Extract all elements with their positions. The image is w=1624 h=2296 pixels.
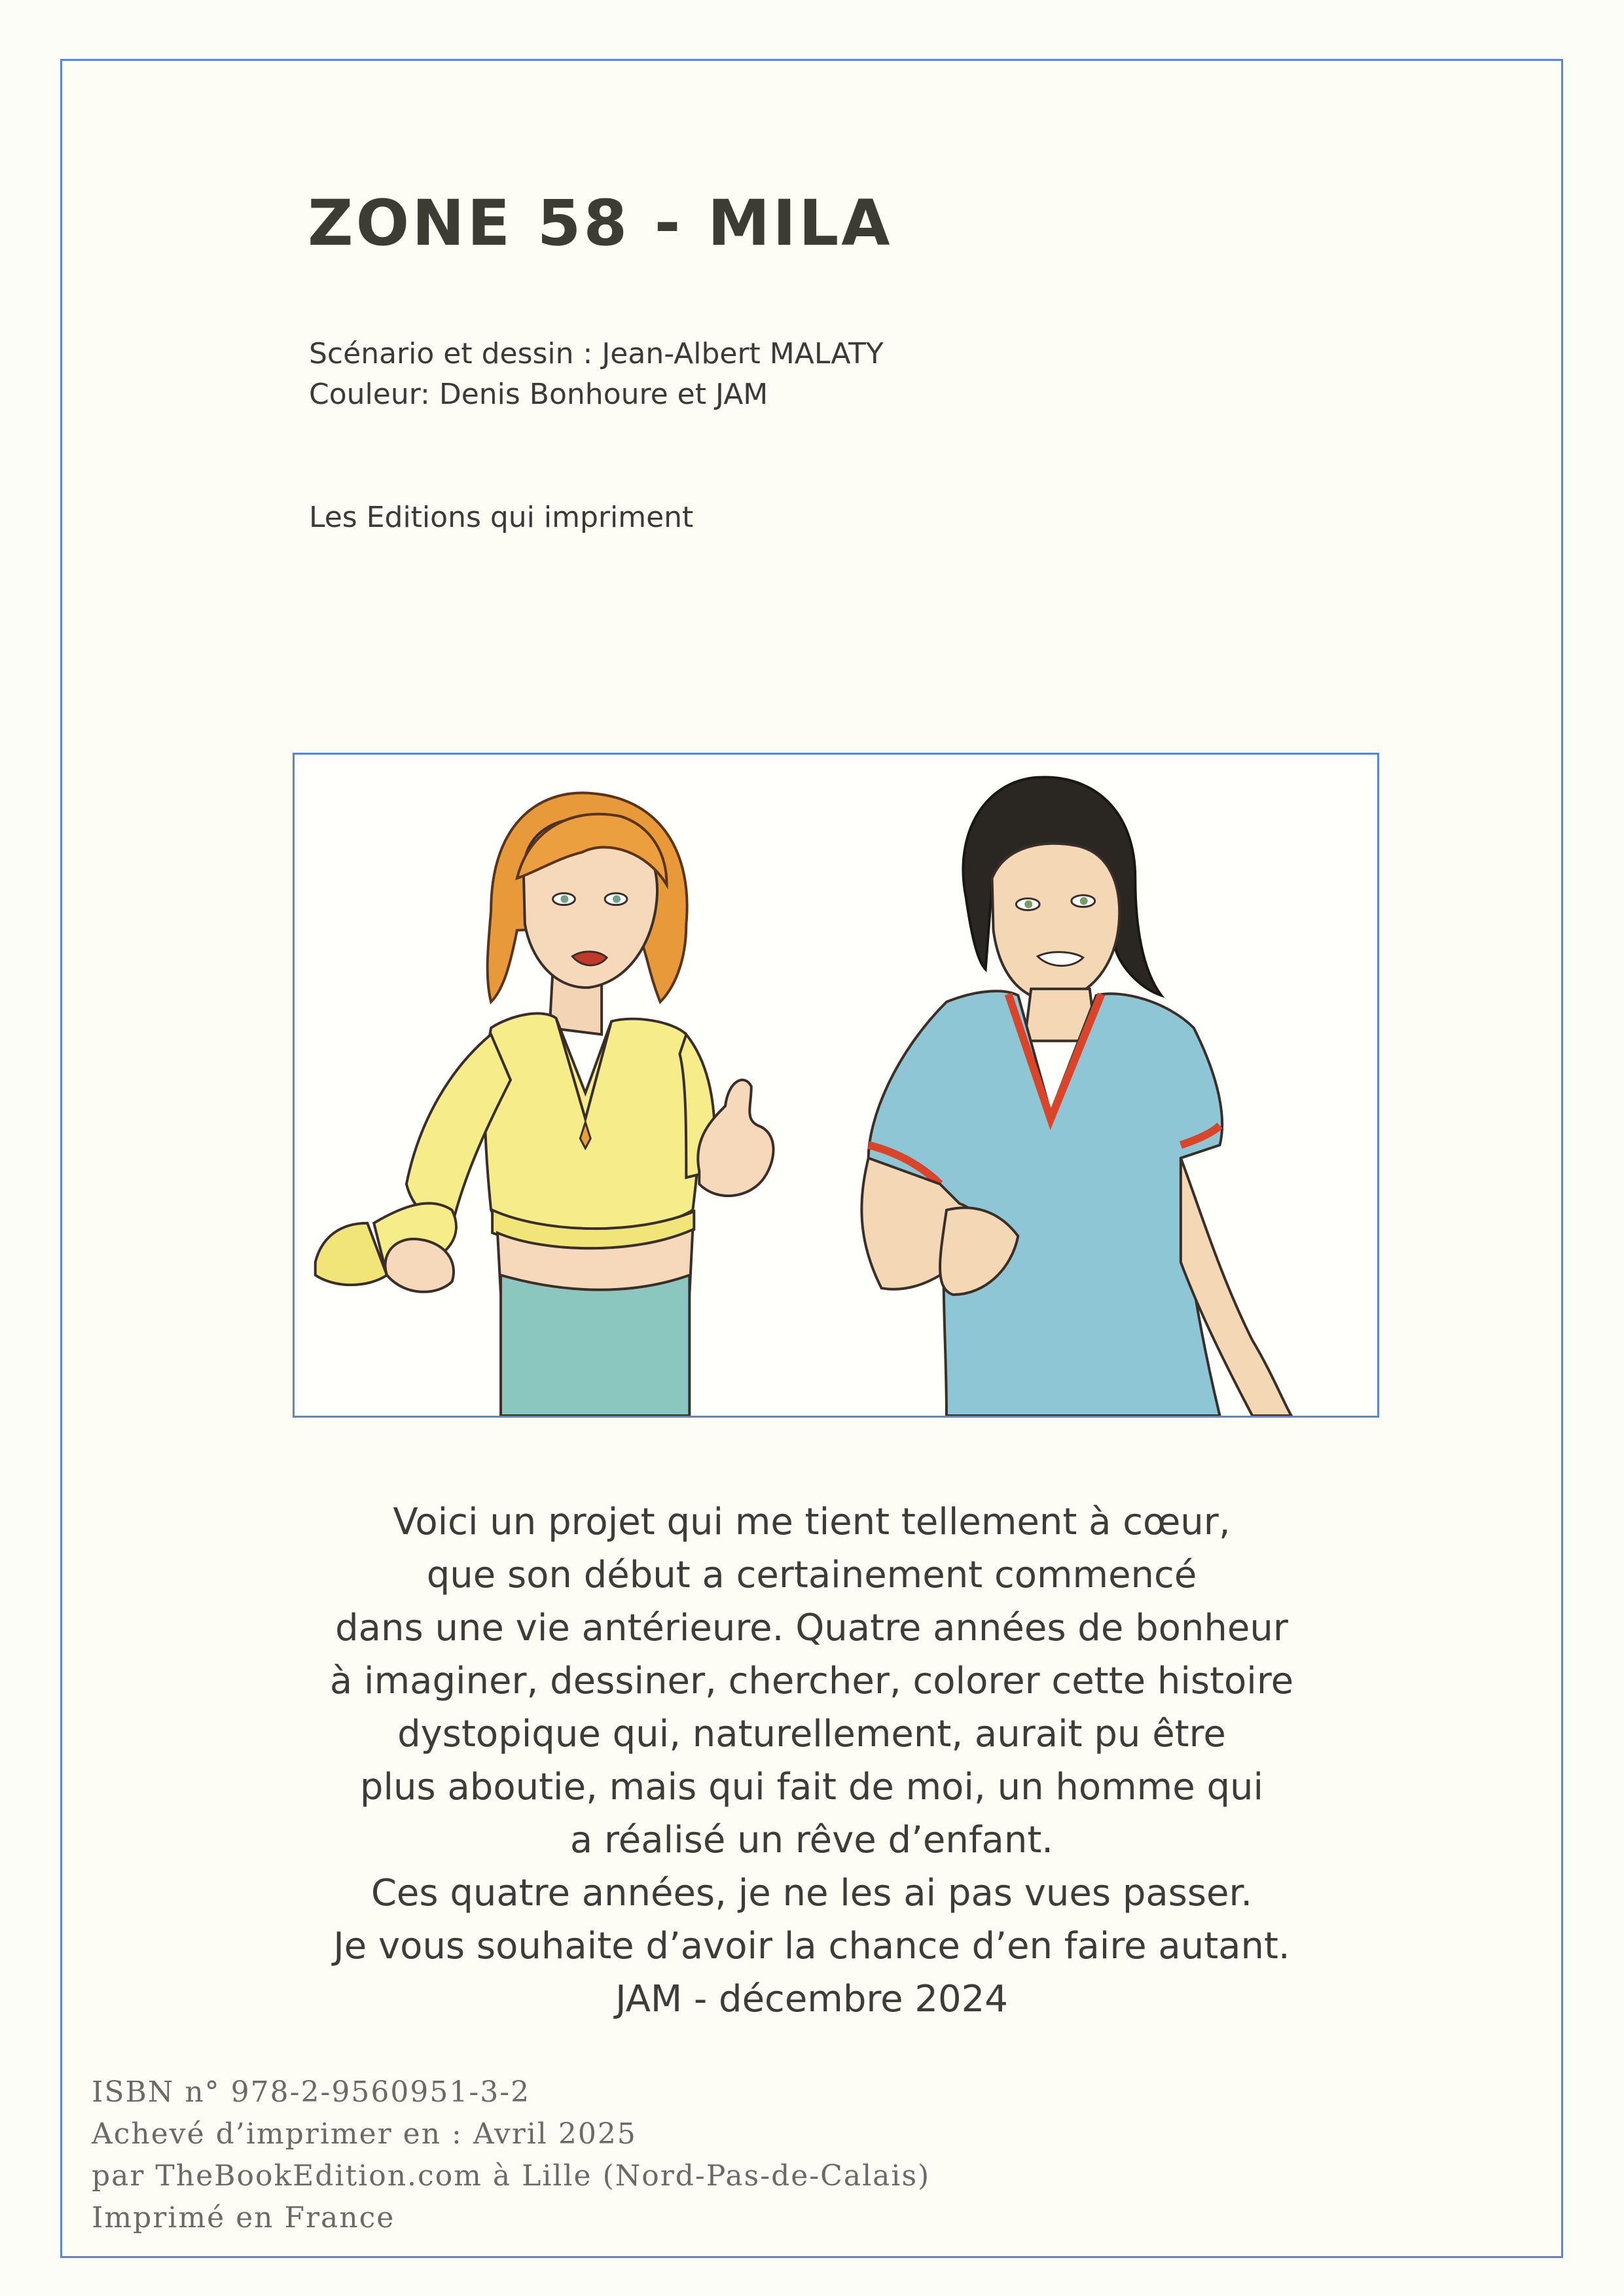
print-date: Achevé d’imprimer en : Avril 2025 [92, 2117, 637, 2151]
foreword-line: a réalisé un rêve d’enfant. [569, 1819, 1054, 1861]
illustration-two-characters [295, 755, 1377, 1416]
credit-story-art: Scénario et dessin : Jean-Albert MALATY [309, 337, 884, 370]
credits [309, 334, 884, 415]
foreword-line: Voici un projet qui me tient tellement à cœur, [393, 1501, 1231, 1543]
print-country: Imprimé en France [92, 2201, 395, 2234]
foreword-line: à imaginer, dessiner, chercher, colorer cette histoire [329, 1660, 1294, 1702]
foreword-line: plus aboutie, mais qui fait de moi, un homme qui [359, 1766, 1264, 1808]
man-figure [861, 778, 1291, 1416]
colophon [92, 2072, 930, 2239]
woman-figure [316, 793, 774, 1416]
isbn: ISBN n° 978-2-9560951-3-2 [92, 2075, 531, 2109]
foreword-text [196, 1496, 1427, 2026]
publisher-name: Les Editions qui impriment [309, 501, 694, 534]
foreword-line: dystopique qui, naturellement, aurait pu être [397, 1713, 1226, 1755]
illustration-panel [293, 753, 1379, 1418]
foreword-line: que son début a certainement commencé [426, 1554, 1197, 1596]
foreword-signature: JAM - décembre 2024 [615, 1978, 1008, 2020]
printer: par TheBookEdition.com à Lille (Nord-Pas-de-Calais) [92, 2159, 931, 2193]
foreword-line: Ces quatre années, je ne les ai pas vues passer. [370, 1872, 1253, 1914]
foreword-line: dans une vie antérieure. Quatre années de bonheur [335, 1607, 1288, 1649]
foreword-line: Je vous souhaite d’avoir la chance d’en faire autant. [333, 1925, 1290, 1967]
book-title: ZONE 58 - MILA [308, 187, 893, 260]
credit-color: Couleur: Denis Bonhoure et JAM [309, 378, 768, 411]
